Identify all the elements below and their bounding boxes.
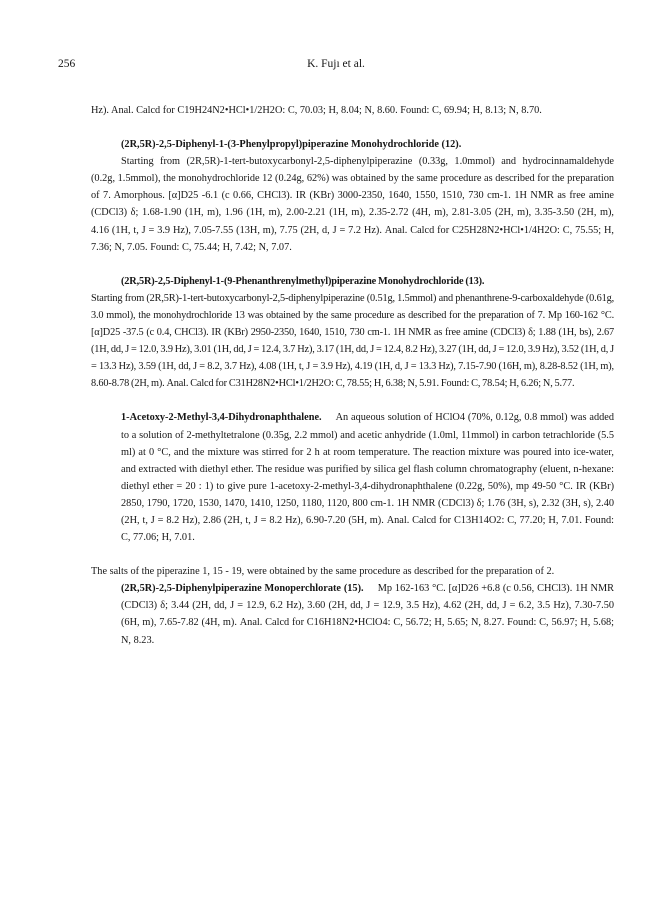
section-text: Starting from (2R,5R)-1-tert-butoxycarbonyl-2,5-diphenylpiperazine (0.51g, 1.5mmol) and phenanthrene-9-carboxaldehyde (0.61g, 3.0 mmol), the monohydrochloride 13 was obtained by the same procedure as described for the preparation of 7. Mp 160-162 °C. [α]D25 -37.5 (c 0.4, CHCl3). IR (KBr) 2950-2350, 1640, 1510, 730 cm-1. 1H NMR as free amine (CDCl3) δ; 1.88 (1H, bs), 2.67 (1H, dd, J = 12.0, 3.9 Hz), 3.01 (1H, dd, J = 12.4, 3.7 Hz), 3.17 (1H, dd, J = 12.4, 8.2 Hz), 3.27 (1H, dd, J = 12.0, 3.9 Hz), 3.52 (1H, d, J = 13.3 Hz), 3.59 (1H, dd, J = 8.2, 3.7 Hz), 4.08 (1H, t, J = 3.9 Hz), 4.19 (1H, d, J = 13.3 Hz), 7.15-7.90 (16H, m), 8.28-8.52 (1H, m), 8.60-8.78 (2H, m). Anal. Calcd for C31H28N2•HCl•1/2H2O: C, 78.55; H, 6.38; N, 5.91. Found: C, 78.54; H, 6.26; N, 5.77. [91,292,614,390]
section-text: Mp 162-163 °C. [α]D26 +6.8 (c 0.56, CHCl3). 1H NMR (CDCl3) δ; 3.44 (2H, dd, J = 12.9, 6.2 Hz), 3.60 (2H, dd, J = 12.9, 3.5 Hz), 4.62 (2H, dd, J = 6.2, 3.5 Hz), 7.30-7.50 (6H, m), 7.65-7.82 (4H, m). Anal. Calcd for C16H18N2•HClO4: C, 56.72; H, 5.65; N, 8.27. Found: C, 56.97; H, 5.68; N, 8.23. [121,583,614,646]
section-text: Starting from (2R,5R)-1-tert-butoxycarbonyl-2,5-diphenylpiperazine (0.33g, 1.0mmol) and hydrocinnamaldehyde (0.2g, 1.5mmol), the monohydrochloride 12 (0.24g, 62%) was obtained by the same procedure as described for the preparation of 7. Amorphous. [α]D25 -6.1 (c 0.66, CHCl3). IR (KBr) 3000-2350, 1640, 1550, 1510, 730 cm-1. 1H NMR as free amine (CDCl3) δ; 1.68-1.90 (1H, m), 1.96 (1H, m), 2.00-2.21 (1H, m), 2.35-2.72 (4H, m), 2.81-3.05 (2H, m), 3.35-3.50 (2H, m), 4.16 (1H, t, J = 3.9 Hz), 7.05-7.55 (13H, m), 7.75 (2H, d, J = 7.2 Hz). Anal. Calcd for C25H28N2•HCl•1/4H2O: C, 75.55; H, 7.36; N, 7.05. Found: C, 75.44; H, 7.42; N, 7.07. [91,156,614,253]
page-number: 256 [58,58,76,70]
section-title: 1-Acetoxy-2-Methyl-3,4-Dihydronaphthalene. [121,412,322,424]
section-compound-15 [91,580,614,648]
section-compound-13 [91,273,614,393]
section-title: (2R,5R)-2,5-Diphenyl-1-(9-Phenanthrenylmethyl)piperazine Monohydrochloride (13). [121,275,485,287]
section-title: (2R,5R)-2,5-Diphenyl-1-(3-Phenylpropyl)piperazine Monohydrochloride (12). [121,139,462,151]
section-title: (2R,5R)-2,5-Diphenylpiperazine Monoperchlorate (15). [121,583,364,595]
paragraph-salts: The salts of the piperazine 1, 15 - 19, were obtained by the same procedure as described for the preparation of 2. [91,566,555,578]
paragraph-analysis-continued: Hz). Anal. Calcd for C19H24N2•HCl•1/2H2O: C, 70.03; H, 8.04; N, 8.60. Found: C, 69.94; H, 8.13; N, 8.70. [91,105,542,116]
running-head-authors: K. Fujı et al. [307,58,365,70]
section-text: An aqueous solution of HClO4 (70%, 0.12g, 0.8 mmol) was added to a solution of 2-methyltetralone (0.35g, 2.2 mmol) and acetic anhydride (1.0ml, 11mmol) in carbon tetrachloride (5.5 ml) at 0 °C, and the mixture was stirred for 2 h at room temperature. The reaction mixture was poured into ice-water, and extracted with diethyl ether. The residue was purified by silica gel flash column chromatography (eluent, n-hexane: diethyl ether = 20 : 1) to give pure 1-acetoxy-2-methyl-3,4-dihydronaphthalene (0.22g, 50%), mp 49-50 °C. IR (KBr) 2850, 1790, 1720, 1530, 1470, 1410, 1250, 1180, 1120, 800 cm-1. 1H NMR (CDCl3) δ; 1.76 (3H, s), 2.32 (3H, s), 2.40 (2H, t, J = 8.2 Hz), 2.86 (2H, t, J = 8.2 Hz), 6.90-7.20 (5H, m). Anal. Calcd for C13H14O2: C, 77.20; H, 7.01. Found: C, 77.06; H, 7.01. [121,412,614,544]
article-body [91,102,614,649]
section-compound-12 [91,136,614,256]
section-acetoxy-dihydronaphthalene [91,409,614,546]
